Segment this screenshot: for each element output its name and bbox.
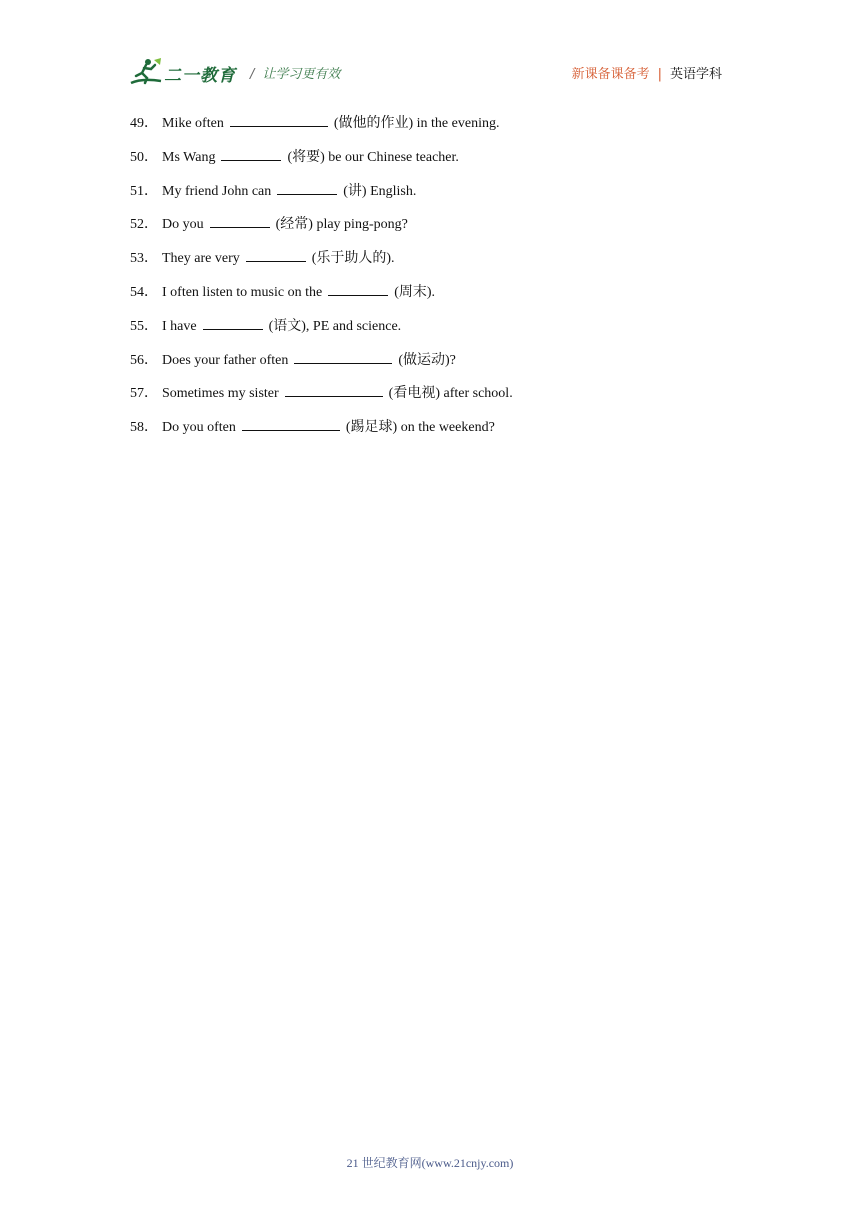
question-item bbox=[130, 349, 730, 383]
answer-blank[interactable] bbox=[203, 315, 263, 330]
question-number: 49． bbox=[130, 116, 158, 131]
answer-blank[interactable] bbox=[221, 146, 281, 161]
question-number: 55． bbox=[130, 318, 158, 334]
question-item bbox=[130, 146, 730, 180]
answer-blank[interactable] bbox=[242, 416, 340, 431]
question-text-before: I often listen to music on the bbox=[162, 284, 323, 300]
question-item bbox=[130, 247, 730, 281]
answer-blank[interactable] bbox=[285, 382, 383, 397]
course-label: 新课备课备考 bbox=[571, 67, 650, 82]
runner-logo-icon bbox=[128, 56, 164, 88]
question-text-after: (将要) be our Chinese teacher. bbox=[287, 149, 459, 165]
question-item bbox=[130, 112, 730, 146]
question-item bbox=[130, 315, 730, 349]
page-footer: 21 世纪教育网(www.21cnjy.com) bbox=[346, 1156, 514, 1170]
question-text-before: Does your father often bbox=[162, 352, 289, 368]
question-text-after: (做运动)? bbox=[398, 352, 456, 368]
question-text-before: Do you bbox=[162, 217, 204, 233]
answer-blank[interactable] bbox=[210, 213, 270, 228]
answer-blank[interactable] bbox=[246, 247, 306, 262]
question-text-before: They are very bbox=[162, 251, 240, 267]
question-number: 56． bbox=[130, 352, 158, 368]
question-text-before: Ms Wang bbox=[162, 149, 216, 165]
question-number: 50． bbox=[130, 149, 158, 165]
question-text-after: (做他的作业) in the evening. bbox=[333, 116, 500, 131]
question-text-before: Do you often bbox=[162, 420, 236, 436]
question-text-after: (乐于助人的). bbox=[311, 251, 395, 267]
question-number: 57． bbox=[130, 386, 158, 402]
logo-text: 二一教育 bbox=[164, 66, 236, 86]
header-separator-icon: | bbox=[657, 67, 662, 82]
question-item bbox=[130, 382, 730, 416]
subject-label: 英语学科 bbox=[669, 67, 722, 82]
answer-blank[interactable] bbox=[277, 180, 337, 195]
slogan-text: 让学习更有效 bbox=[262, 67, 341, 82]
logo bbox=[128, 56, 240, 88]
slogan bbox=[250, 63, 340, 82]
question-text-after: (讲) English. bbox=[343, 183, 417, 199]
question-item bbox=[130, 416, 730, 450]
question-text-before: I have bbox=[162, 318, 197, 334]
header-course-info bbox=[572, 63, 722, 82]
question-number: 53． bbox=[130, 251, 158, 267]
page-header bbox=[128, 56, 726, 92]
question-text-after: (语文), PE and science. bbox=[268, 318, 402, 334]
question-text-before: Mike often bbox=[162, 116, 224, 131]
question-text-before: Sometimes my sister bbox=[162, 386, 279, 402]
question-number: 52． bbox=[130, 217, 158, 233]
question-list bbox=[130, 112, 730, 450]
question-item bbox=[130, 180, 730, 214]
question-text-after: (踢足球) on the weekend? bbox=[345, 420, 495, 436]
question-text-after: (看电视) after school. bbox=[388, 386, 513, 402]
question-text-after: (周末). bbox=[394, 284, 436, 300]
question-number: 58． bbox=[130, 420, 158, 436]
question-text-after: (经常) play ping-pong? bbox=[275, 217, 408, 233]
question-number: 54． bbox=[130, 284, 158, 300]
question-text-before: My friend John can bbox=[162, 183, 272, 199]
question-item bbox=[130, 281, 730, 315]
question-number: 51． bbox=[130, 183, 158, 199]
question-item bbox=[130, 213, 730, 247]
answer-blank[interactable] bbox=[230, 112, 328, 127]
answer-blank[interactable] bbox=[294, 349, 392, 364]
slogan-divider-icon: / bbox=[250, 67, 255, 82]
answer-blank[interactable] bbox=[328, 281, 388, 296]
